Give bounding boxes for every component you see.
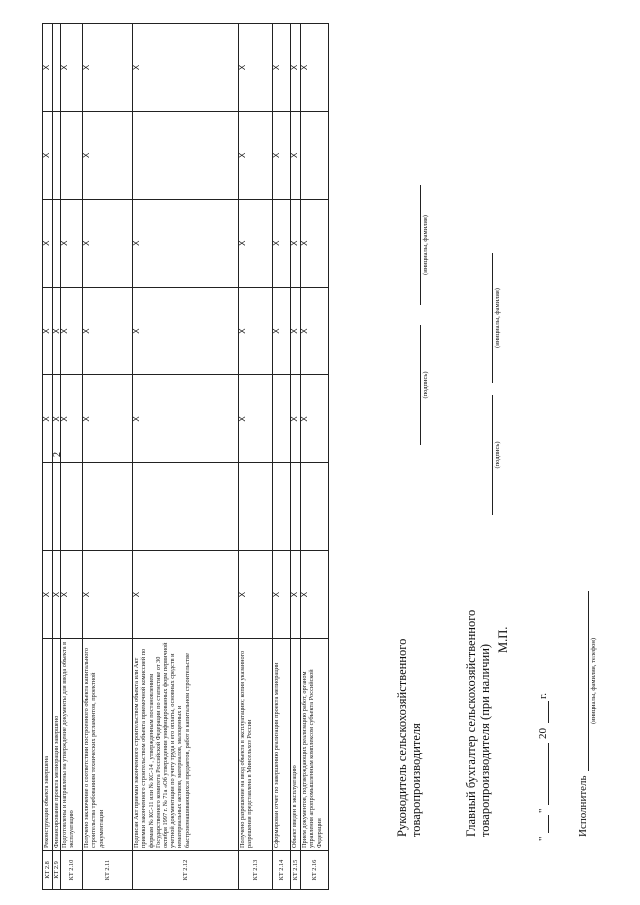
executor-caption: (инициалы, фамилия, телефон)	[590, 637, 597, 725]
mark-cell: X	[83, 199, 133, 287]
mark-cell: X	[291, 551, 301, 639]
control-point-code: КТ 2.15	[291, 851, 301, 890]
control-point-code: КТ 2.13	[239, 851, 273, 890]
mark-cell: X	[61, 551, 83, 639]
mark-cell: X	[83, 375, 133, 463]
table-row	[83, 24, 133, 890]
control-point-code: КТ 2.14	[273, 851, 291, 890]
date-close-quote: "	[537, 808, 549, 813]
mark-cell: X	[273, 24, 291, 112]
control-point-description: Подписан Акт приемки законченного строительством объекта или Акт приемки законченного строительством объекта приемочной комиссией по формам № КС-11 или № КС-14 , утвержденным постановлением Государственного комитета Российской Федерации по статистике от 30 октября 1997 г. № 71а «Об утверждении унифицированных форм первичной учетной документации по учету труда и его оплаты, основных средств и нематериальных активов, материалов, малоценных и быстроизнашивающихся предметов, работ в капитальном строительстве	[133, 639, 239, 851]
mark-cell: X	[291, 287, 301, 375]
control-point-description: Финансирование проекта мелиорации завершено	[53, 639, 61, 851]
mark-cell	[43, 463, 53, 551]
mark-cell: X	[61, 199, 83, 287]
table-row	[291, 24, 301, 890]
table-row	[43, 24, 53, 890]
table-row	[133, 24, 239, 890]
table-row	[53, 24, 61, 890]
mark-cell: X	[301, 24, 329, 112]
head-signature-line	[420, 325, 421, 445]
mark-cell: X	[133, 287, 239, 375]
mark-cell	[273, 375, 291, 463]
control-point-code: КТ 2.10	[61, 851, 83, 890]
stamp-label: М.П.	[496, 626, 510, 653]
executor-label: Исполнитель	[577, 775, 589, 837]
mark-cell: X	[273, 287, 291, 375]
mark-cell: X	[273, 551, 291, 639]
date-year-line	[548, 701, 549, 723]
mark-cell: X	[43, 199, 53, 287]
mark-cell: X	[53, 375, 61, 463]
mark-cell: X	[133, 375, 239, 463]
mark-cell: X	[301, 199, 329, 287]
mark-cell: X	[273, 111, 291, 199]
control-point-description: Реконструкция объекта завершена	[43, 639, 53, 851]
date-open-quote: "	[537, 836, 549, 841]
control-point-code: КТ 2.12	[133, 851, 239, 890]
accountant-label: Главный бухгалтер сельскохозяйственного товаропроизводителя (при наличии)	[464, 609, 492, 837]
mark-cell	[301, 111, 329, 199]
head-signature-caption: (подпись)	[422, 371, 429, 399]
mark-cell: X	[43, 24, 53, 112]
mark-cell: X	[133, 24, 239, 112]
mark-cell: X	[239, 111, 273, 199]
mark-cell: X	[61, 24, 83, 112]
control-point-description: Прием документов, подтверждающих реализацию работ, органом управления агропромышленным комплексом субъекта Российской Федерации	[301, 639, 329, 851]
date-year-prefix: 20	[537, 728, 549, 739]
control-point-code: КТ 2.9	[53, 851, 61, 890]
mark-cell	[239, 463, 273, 551]
mark-cell: X	[301, 287, 329, 375]
mark-cell	[133, 463, 239, 551]
mark-cell	[61, 463, 83, 551]
control-point-code: КТ 2.8	[43, 851, 53, 890]
control-point-description: Сформирован отчет по завершению реализации проекта мелиорации	[273, 639, 291, 851]
control-point-description: Объект введен в эксплуатацию	[291, 639, 301, 851]
mark-cell: X	[61, 375, 83, 463]
mark-cell	[301, 463, 329, 551]
accountant-signature-line	[492, 395, 493, 515]
mark-cell	[83, 463, 133, 551]
mark-cell: X	[83, 111, 133, 199]
mark-cell: X	[53, 551, 61, 639]
date-day-line	[548, 815, 549, 833]
executor-line	[588, 591, 589, 771]
table-row	[61, 24, 83, 890]
page-number: 2	[52, 452, 63, 457]
control-point-code: КТ 2.16	[301, 851, 329, 890]
mark-cell: X	[239, 199, 273, 287]
mark-cell: X	[291, 375, 301, 463]
table-row	[301, 24, 329, 890]
mark-cell: X	[301, 375, 329, 463]
head-initials-line	[420, 185, 421, 305]
control-point-description: Получено разрешение на ввод объекта в эксплуатацию; копия указанного разрешения представлена в Минсельхоз России	[239, 639, 273, 851]
mark-cell: X	[133, 551, 239, 639]
mark-cell: X	[239, 375, 273, 463]
mark-cell: X	[239, 24, 273, 112]
mark-cell: X	[133, 199, 239, 287]
control-point-description: Подготовлены и направлены на утверждение документы для ввода объекта в эксплуатацию	[61, 639, 83, 851]
mark-cell: X	[83, 551, 133, 639]
mark-cell: X	[61, 287, 83, 375]
mark-cell: X	[239, 551, 273, 639]
control-points-table	[42, 23, 329, 890]
mark-cell: X	[291, 24, 301, 112]
mark-cell: X	[273, 199, 291, 287]
mark-cell	[53, 111, 61, 199]
mark-cell: X	[239, 287, 273, 375]
mark-cell: X	[83, 24, 133, 112]
control-point-code: КТ 2.11	[83, 851, 133, 890]
mark-cell: X	[43, 111, 53, 199]
mark-cell: X	[43, 375, 53, 463]
mark-cell: X	[291, 111, 301, 199]
mark-cell	[273, 463, 291, 551]
mark-cell: X	[43, 287, 53, 375]
control-point-description: Получено заключение о соответствии построенного объекта капитального строительства требованиям технических регламентов, проектной документации	[83, 639, 133, 851]
table-row	[239, 24, 273, 890]
mark-cell: X	[53, 287, 61, 375]
mark-cell	[133, 111, 239, 199]
mark-cell	[61, 111, 83, 199]
head-initials-caption: (инициалы, фамилия)	[422, 215, 429, 275]
accountant-initials-line	[492, 253, 493, 383]
date-year-suffix: г.	[537, 692, 549, 699]
mark-cell	[291, 463, 301, 551]
mark-cell: X	[83, 287, 133, 375]
table-row	[273, 24, 291, 890]
head-label: Руководитель сельскохозяйственного товаропроизводителя	[395, 638, 423, 837]
mark-cell: X	[291, 199, 301, 287]
date-month-line	[548, 743, 549, 805]
accountant-signature-caption: (подпись)	[494, 441, 501, 469]
accountant-initials-caption: (инициалы, фамилия)	[494, 288, 501, 348]
mark-cell: X	[301, 551, 329, 639]
mark-cell	[53, 463, 61, 551]
mark-cell: X	[43, 551, 53, 639]
